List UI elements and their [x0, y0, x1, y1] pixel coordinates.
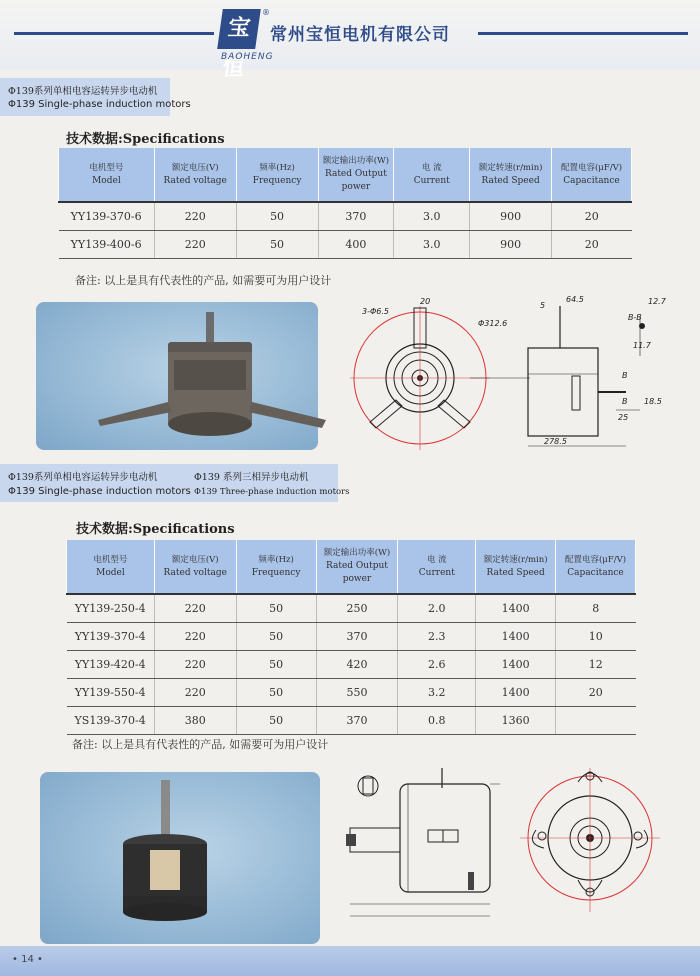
logo-text: BAOHENG	[221, 52, 274, 62]
table-cell: YY139-370-4	[67, 622, 155, 650]
column-header-en: Current	[418, 567, 455, 578]
table-cell: 1400	[476, 678, 556, 706]
column-header-cn: 额定转速(r/min)	[478, 162, 543, 173]
table-row	[59, 230, 632, 258]
dim-label: 25	[618, 413, 629, 422]
table-cell: 1400	[476, 594, 556, 622]
technical-drawing-1	[340, 296, 680, 466]
table-cell: 1400	[476, 650, 556, 678]
motor-photo-1	[36, 302, 318, 450]
table-cell: 50	[236, 678, 316, 706]
dim-label: Φ312.6	[478, 319, 508, 328]
column-header-cn: 额定输出功率(W)	[322, 156, 390, 166]
column-header	[394, 148, 470, 202]
section1-title-cn: Φ139系列单相电容运转异步电动机	[8, 86, 158, 97]
table-cell: 0.8	[398, 706, 476, 734]
table-cell: YY139-420-4	[67, 650, 155, 678]
table-cell: 2.6	[398, 650, 476, 678]
section2-title-band	[0, 464, 350, 502]
column-header-en: Current	[413, 175, 450, 186]
table-cell: 8	[556, 594, 636, 622]
section2-title1-cn: Φ139系列单相电容运转异步电动机	[8, 472, 158, 483]
table-row	[67, 650, 636, 678]
section2-title1-en: Φ139 Single-phase induction motors	[8, 486, 191, 497]
column-header-en: Rated Output power	[326, 561, 388, 584]
dim-label: 12.7	[648, 297, 666, 306]
dim-label: 11.7	[633, 341, 651, 350]
column-header	[552, 148, 632, 202]
column-header-cn: 额定输出功率(W)	[323, 548, 391, 558]
table-cell: 3.0	[394, 202, 470, 230]
section1-note: 备注: 以上是具有代表性的产品, 如需要可为用户设计	[75, 274, 332, 287]
table-cell: 20	[552, 202, 632, 230]
page-footer	[0, 946, 700, 976]
table-row	[67, 622, 636, 650]
company-logo: 宝恒	[217, 9, 261, 49]
column-header-cn: 电机型号	[93, 554, 128, 565]
table-cell: 220	[154, 678, 236, 706]
table-cell: 1360	[476, 706, 556, 734]
table-cell: 370	[316, 622, 398, 650]
section2-spec-title: 技术数据:Specifications	[76, 522, 235, 537]
section1-title-en: Φ139 Single-phase induction motors	[8, 99, 191, 110]
column-header-cn: 电机型号	[89, 162, 124, 173]
table-cell: 2.0	[398, 594, 476, 622]
motor-photo-2	[40, 772, 320, 944]
column-header-en: Rated Output power	[324, 169, 387, 192]
column-header	[236, 540, 316, 594]
section2-title2-en: Φ139 Three-phase induction motors	[194, 487, 350, 497]
column-header	[476, 540, 556, 594]
table-row	[67, 594, 636, 622]
column-header	[556, 540, 636, 594]
table-cell: 50	[236, 594, 316, 622]
table-cell: 220	[154, 202, 236, 230]
table-cell: 50	[236, 230, 318, 258]
table-cell: 370	[316, 706, 398, 734]
column-header-en: Capacitance	[567, 567, 624, 578]
column-header-en: Capacitance	[563, 175, 620, 186]
table-cell: 900	[470, 230, 552, 258]
column-header-cn: 电 流	[421, 162, 442, 173]
table-cell: 420	[316, 650, 398, 678]
table-cell: 2.3	[398, 622, 476, 650]
column-header-en: Model	[92, 175, 121, 186]
column-header	[470, 148, 552, 202]
column-header-cn: 频率(Hz)	[258, 554, 294, 565]
table-cell: 12	[556, 650, 636, 678]
spec-table-2	[66, 540, 636, 735]
table-row	[59, 202, 632, 230]
column-header	[318, 148, 394, 202]
column-header-en: Rated Speed	[481, 175, 540, 186]
company-name: 常州宝恒电机有限公司	[270, 25, 450, 45]
column-header-en: Rated voltage	[163, 567, 227, 578]
dim-label: 278.5	[544, 437, 567, 446]
column-header-en: Rated voltage	[163, 175, 227, 186]
table-header-row	[59, 148, 632, 202]
table-cell: 220	[154, 622, 236, 650]
column-header-cn: 额定电压(V)	[171, 554, 219, 565]
column-header-en: Frequency	[251, 567, 301, 578]
section2-title2-cn: Φ139 系列三相异步电动机	[194, 472, 309, 483]
column-header	[316, 540, 398, 594]
dim-label: B-B	[628, 313, 642, 322]
header-rule-left	[14, 32, 214, 35]
motor-illustration-1	[36, 302, 318, 450]
table-cell: 10	[556, 622, 636, 650]
column-header-cn: 额定电压(V)	[171, 162, 219, 173]
table-cell: 550	[316, 678, 398, 706]
table-cell: 1400	[476, 622, 556, 650]
table-cell: 20	[556, 678, 636, 706]
dim-label: 3-Φ6.5	[362, 307, 389, 316]
column-header-en: Rated Speed	[486, 567, 545, 578]
column-header	[154, 148, 236, 202]
column-header	[154, 540, 236, 594]
table-cell: 3.2	[398, 678, 476, 706]
dim-label: 18.5	[644, 397, 662, 406]
table-row	[67, 706, 636, 734]
dim-label: 64.5	[566, 295, 584, 304]
technical-drawing-2	[330, 764, 680, 940]
table-cell: 250	[316, 594, 398, 622]
column-header	[236, 148, 318, 202]
table-cell: 50	[236, 706, 316, 734]
table-cell: 20	[552, 230, 632, 258]
section2-note: 备注: 以上是具有代表性的产品, 如需要可为用户设计	[72, 738, 329, 751]
table-cell: 50	[236, 650, 316, 678]
table-cell: 220	[154, 650, 236, 678]
table-cell: 220	[154, 230, 236, 258]
header-rule-right	[478, 32, 688, 35]
table-cell: YS139-370-4	[67, 706, 155, 734]
table-header-row	[67, 540, 636, 594]
table-cell: 220	[154, 594, 236, 622]
spec-table-1	[58, 148, 632, 259]
table-cell: 900	[470, 202, 552, 230]
column-header	[67, 540, 155, 594]
table-cell: 3.0	[394, 230, 470, 258]
section1-title-band	[0, 78, 191, 116]
table-cell: YY139-370-6	[59, 202, 155, 230]
column-header-cn: 频率(Hz)	[259, 162, 295, 173]
dim-label: 5	[540, 301, 546, 310]
table-cell: YY139-400-6	[59, 230, 155, 258]
table-cell: 50	[236, 202, 318, 230]
column-header-cn: 电 流	[426, 554, 447, 565]
table-cell: YY139-550-4	[67, 678, 155, 706]
column-header-cn: 配置电容(μF/V)	[564, 554, 627, 565]
section1-spec-title: 技术数据:Specifications	[66, 132, 225, 147]
column-header	[59, 148, 155, 202]
column-header-en: Frequency	[252, 175, 302, 186]
dim-label: B	[622, 397, 628, 406]
column-header-cn: 额定转速(r/min)	[483, 554, 548, 565]
table-cell: YY139-250-4	[67, 594, 155, 622]
registered-mark: ®	[262, 8, 270, 17]
dim-label: 20	[420, 297, 431, 306]
table-cell: 50	[236, 622, 316, 650]
page-header	[0, 0, 700, 81]
dim-label: B	[622, 371, 628, 380]
motor-illustration-2	[40, 772, 320, 944]
table-cell: 400	[318, 230, 394, 258]
table-cell: 380	[154, 706, 236, 734]
column-header	[398, 540, 476, 594]
table-cell	[556, 706, 636, 734]
page-number: • 14 •	[12, 954, 43, 965]
column-header-en: Model	[96, 567, 125, 578]
table-cell: 370	[318, 202, 394, 230]
table-row	[67, 678, 636, 706]
column-header-cn: 配置电容(μF/V)	[560, 162, 623, 173]
